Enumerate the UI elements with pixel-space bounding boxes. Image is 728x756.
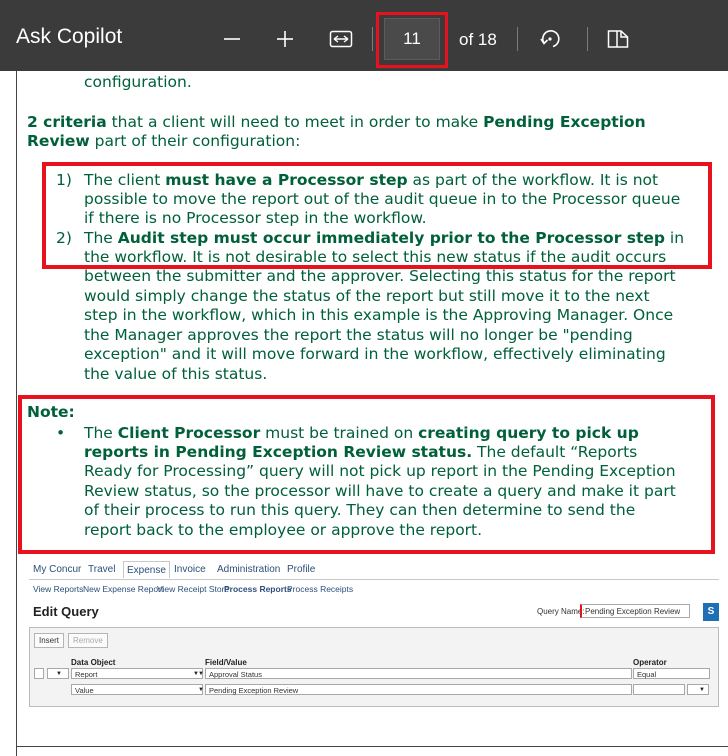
nav-travel[interactable]: Travel [88,564,116,575]
criteria-item-2-line7: exception" and it will move forward in the workflow, effectively eliminating [84,345,666,363]
concur-screenshot [29,562,719,708]
operator-select[interactable]: Equal [633,668,710,679]
field-value-select[interactable]: Pending Exception Review ▼ [205,684,632,695]
fit-width-button[interactable] [324,22,358,56]
nav-my-concur[interactable]: My Concur [33,564,82,575]
criteria-item-2-line6: the Manager approves the report the status will no longer be "pending [84,326,633,344]
field-value-select[interactable]: Approval Status ▼ [205,668,632,679]
toolbar-divider [587,27,588,51]
dropdown-arrow-icon: ▼ [193,671,199,677]
note-line3: Ready for Processing” query will not pick up report in the Pending Exception [84,462,676,480]
query-name-input[interactable]: Pending Exception Review [580,604,690,618]
criteria-item-2-line5: step in the workflow, which in this example is the Approving Manager. Once [84,306,674,324]
note-line5: of their process to run this query. They can then determine to send the [84,501,636,519]
operator-value-input[interactable] [633,684,685,695]
operator-dropdown[interactable] [687,684,709,695]
dropdown-arrow-icon: ▼ [699,687,705,693]
page-edge [16,71,17,756]
page-title: Edit Query [33,604,99,619]
criteria-item-2-line4: would simply change the status of the report but still move it to the next [84,287,650,305]
fit-width-icon [329,29,353,49]
note-line2: reports in Pending Exception Review status. The default “Reports [84,443,638,461]
page-view-button[interactable] [601,22,635,56]
subnav-process-reports[interactable]: Process Reports [224,584,292,594]
dropdown-arrow-icon: ▼ [198,671,204,677]
page-divider [16,746,728,747]
toolbar-divider [372,27,373,51]
zoom-out-button[interactable] [215,22,249,56]
row-checkbox[interactable] [34,668,44,679]
minus-icon [223,30,241,48]
criteria-item-1-line2: possible to move the report out of the audit queue in to the Processor queue [84,190,681,208]
criteria-item-2: The Audit step must occur immediately prior to the Processor step in [84,229,685,247]
concur-nav-bar [29,562,719,580]
criteria-item-1-line3: if there is no Processor step in the workflow. [84,209,427,227]
ask-copilot-button[interactable]: Ask Copilot [16,25,123,48]
zoom-in-button[interactable] [268,22,302,56]
data-object-select[interactable]: Report ▼ [71,668,203,679]
save-button[interactable]: S [703,603,719,621]
note-heading: Note: [27,403,75,421]
column-header-field-value: Field/Value [205,658,247,667]
subnav-process-receipts[interactable]: Process Receipts [287,584,354,594]
dropdown-arrow-icon: ▼ [198,687,204,693]
pdf-toolbar [0,0,728,71]
criteria-intro-line2: Review part of their configuration: [27,132,301,150]
toolbar-divider [517,27,518,51]
criteria-item-2-line8: the value of this status. [84,365,268,383]
criteria-item-2-line2: the workflow. It is not desirable to select this new status if the audit occurs [84,248,667,266]
subnav-view-receipt-store[interactable]: View Receipt Store [157,584,230,594]
paragraph-fragment: configuration. [84,73,192,91]
criteria-item-2-line3: between the submitter and the approver. Selecting this status for the report [84,267,676,285]
nav-expense[interactable]: Expense [123,561,170,578]
page-view-icon [606,28,630,50]
remove-button[interactable]: Remove [68,633,108,648]
note-line6: report back to the employee or approve the report. [84,521,483,539]
rotate-button[interactable] [533,22,567,56]
page-total-label: of 18 [459,30,497,49]
query-editor-panel [29,627,719,707]
list-number: 1) [56,171,72,189]
subnav-new-expense-report[interactable]: New Expense Report [83,584,164,594]
column-header-data-object: Data Object [71,658,116,667]
criteria-intro-line1: 2 criteria that a client will need to meet in order to make Pending Exception [27,113,646,131]
dropdown-arrow-icon: ▼ [56,671,62,677]
note-line4: Review status, so the processor will have to create a query and make it part [84,482,676,500]
nav-administration[interactable]: Administration [217,564,281,575]
list-number: 2) [56,229,72,247]
highlight-box [376,12,448,68]
subnav-view-reports[interactable]: View Reports [33,584,84,594]
nav-profile[interactable]: Profile [287,564,316,575]
insert-button[interactable]: Insert [34,633,64,648]
data-object-select[interactable]: Value [71,684,203,695]
rotate-icon [538,27,562,51]
column-header-operator: Operator [633,658,667,667]
query-name-label: Query Name: [537,607,585,616]
plus-icon [276,30,294,48]
nav-invoice[interactable]: Invoice [174,564,206,575]
page-number-input[interactable]: 11 [384,18,440,60]
bullet: • [56,424,66,442]
row-expand-dropdown[interactable] [47,668,69,679]
criteria-item-1: The client must have a Processor step as part of the workflow. It is not [84,171,659,189]
note-line1: The Client Processor must be trained on creating query to pick up [84,424,639,442]
